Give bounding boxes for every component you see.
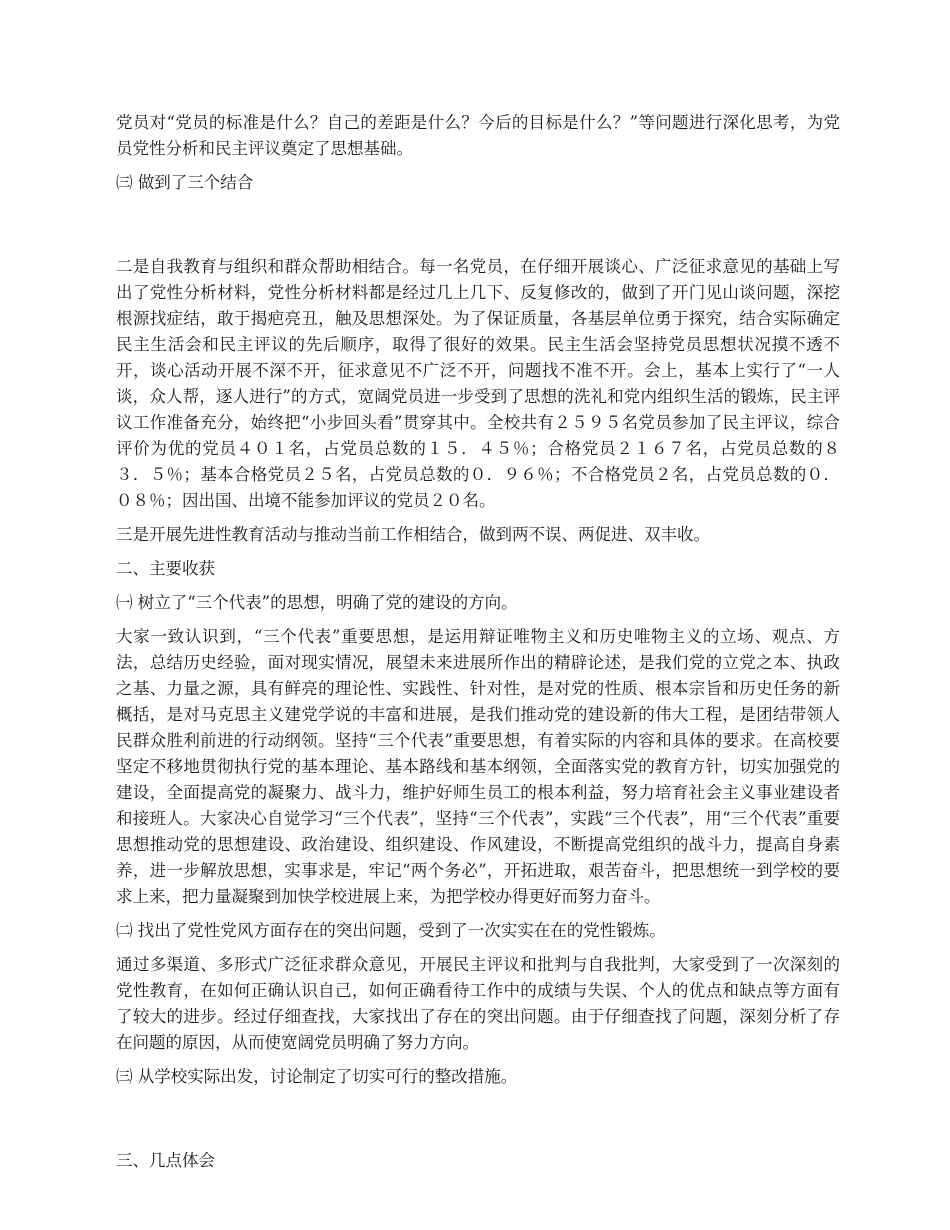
subheading-rectification: ㈢ 从学校实际出发，讨论制定了切实可行的整改措施。 xyxy=(116,1067,518,1086)
paragraph-problems-found: 通过多渠道、多形式广泛征求群众意见，开展民主评议和批判与自我批判，大家受到了一次深刻的党性教育，在如何正确认识自己，如何正确看待工作中的成绩与失误、个人的优点和缺点等方面有了较大的进步。经过仔细查找，大家找出了存在的突出问题。由于仔细查找了问题，深刻分析了存在问题的原因，从而使宽阔党员明确了努力方向。 xyxy=(116,955,840,1052)
paragraph-advanced-education: 三是开展先进性教育活动与推动当前工作相结合，做到两不误、两促进、双丰收。 xyxy=(116,525,710,544)
section-heading-experiences: 三、几点体会 xyxy=(116,1151,215,1170)
subheading-three-combinations: ㈢ 做到了三个结合 xyxy=(116,173,254,192)
document-body xyxy=(116,110,840,1182)
paragraph-intro: 党员对“党员的标准是什么？自己的差距是什么？今后的目标是什么？”等问题进行深化思考，为党员党性分析和民主评议奠定了思想基础。 xyxy=(116,113,840,158)
section-heading-main-gains: 二、主要收获 xyxy=(116,559,215,578)
paragraph-self-education: 二是自我教育与组织和群众帮助相结合。每一名党员，在仔细开展谈心、广泛征求意见的基础上写出了党性分析材料，党性分析材料都是经过几上几下、反复修改的，做到了开门见山谈问题，深挖根源找症结，敢于揭疤亮丑，触及思想深处。为了保证质量，各基层单位勇于探究，结合实际确定民主生活会和民主评议的先后顺序，取得了很好的效果。民主生活会坚持党员思想状况摸不透不开，谈心活动开展不深不开，征求意见不广泛不开，问题找不准不开。会上，基本上实行了“一人谈，众人帮，逐人进行”的方式，宽阔党员进一步受到了思想的洗礼和党内组织生活的锻炼，民主评议工作准备充分，始终把“小步回头看”贯穿其中。全校共有２５９５名党员参加了民主评议，综合评价为优的党员４０１名，占党员总数的１５．４５％；合格党员２１６７名，占党员总数的８３．５％；基本合格党员２５名，占党员总数的０．９６％；不合格党员２名，占党员总数的０．０８％；因出国、出境不能参加评议的党员２０名。 xyxy=(116,257,840,510)
paragraph-three-represents: 大家一致认识到，“三个代表”重要思想，是运用辩证唯物主义和历史唯物主义的立场、观点、方法，总结历史经验，面对现实情况，展望未来进展所作出的精辟论述，是我们党的立党之本、执政之基、力量之源，具有鲜亮的理论性、实践性、针对性，是对党的性质、根本宗旨和历史任务的新概括，是对马克思主义建党学说的丰富和进展，是我们推动党的建设新的伟大工程，是团结带领人民群众胜利前进的行动纲领。坚持“三个代表”重要思想，有着实际的内容和具体的要求。在高校要坚定不移地贯彻执行党的基本理论、基本路线和基本纲领，全面落实党的教育方针，切实加强党的建设，全面提高党的凝聚力、战斗力，维护好师生员工的根本利益，努力培育社会主义事业建设者和接班人。大家决心自觉学习“三个代表”，坚持“三个代表”，实践“三个代表”，用“三个代表”重要思想推动党的思想建设、政治建设、组织建设、作风建设，不断提高党组织的战斗力，提高自身素养，进一步解放思想，实事求是，牢记“两个务必”，开拓进取，艰苦奋斗，把思想统一到学校的要求上来，把力量凝聚到加快学校进展上来，为把学校办得更好而努力奋斗。 xyxy=(116,627,840,906)
subheading-problems-found: ㈡ 找出了党性党风方面存在的突出问题，受到了一次实实在在的党性锻炼。 xyxy=(116,921,666,940)
subheading-three-represents: ㈠ 树立了“三个代表”的思想，明确了党的建设的方向。 xyxy=(116,593,518,612)
